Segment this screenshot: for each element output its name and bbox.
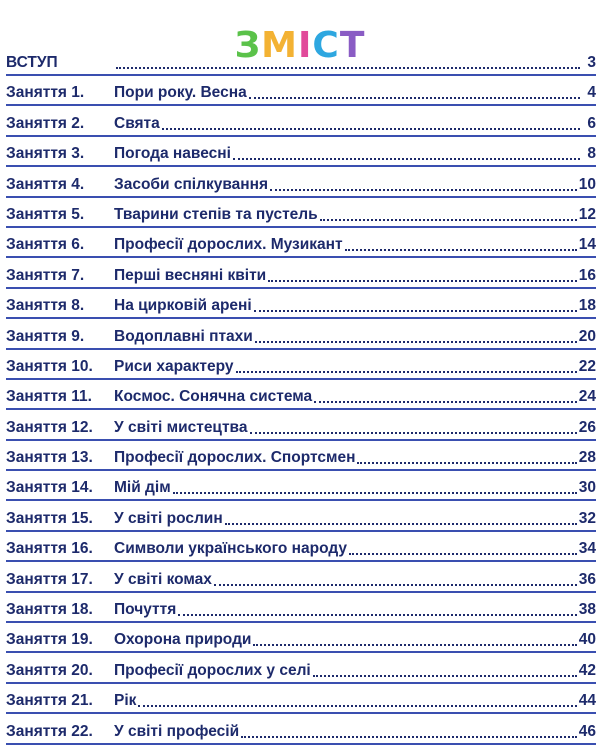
toc-topic-title: Пори року. Весна <box>114 84 247 102</box>
toc-page-number: 28 <box>578 449 596 467</box>
title-letter: Т <box>339 25 366 67</box>
toc-lesson-label: Заняття 11. <box>6 388 92 406</box>
toc-topic-title: Погода навесні <box>114 145 231 163</box>
dot-leader <box>250 432 577 434</box>
toc-topic-title: Символи українського народу <box>114 540 348 558</box>
toc-topic-title: У світі професій <box>114 722 240 740</box>
toc-entry-row[interactable] <box>6 653 596 683</box>
dot-leader <box>349 553 577 555</box>
dot-leader <box>178 614 576 616</box>
toc-entry-row[interactable] <box>6 623 596 653</box>
toc-lesson-label: Заняття 14. <box>6 479 93 497</box>
toc-entry-row[interactable] <box>6 350 596 380</box>
toc-topic-title: Свята <box>114 114 160 132</box>
toc-lesson-label: Заняття 9. <box>6 327 85 345</box>
toc-topic-title: Охорона природи <box>114 631 252 649</box>
toc-entry-row[interactable] <box>6 319 596 349</box>
toc-lesson-label: Заняття 10. <box>6 357 93 375</box>
toc-lesson-label: Заняття 3. <box>6 145 85 163</box>
toc-entry-row[interactable] <box>6 137 596 167</box>
toc-page-number: 3 <box>587 54 596 71</box>
toc-topic-title: Перші весняні квіти <box>114 266 267 284</box>
toc-topic-title: Почуття <box>114 601 177 619</box>
dot-leader <box>225 523 577 525</box>
toc-page-number: 26 <box>578 418 596 436</box>
toc-topic-title: У світі мистецтва <box>114 418 248 436</box>
dot-leader <box>313 675 577 677</box>
toc-lesson-label: Заняття 15. <box>6 509 93 527</box>
toc-lesson-label: Заняття 6. <box>6 236 85 254</box>
dot-leader <box>233 158 580 160</box>
toc-lesson-label: Заняття 5. <box>6 205 85 223</box>
toc-entry-row[interactable] <box>6 532 596 562</box>
toc-lesson-label: Заняття 7. <box>6 266 85 284</box>
toc-entry-row[interactable] <box>6 167 596 197</box>
toc-entry-row[interactable] <box>6 198 596 228</box>
toc-lesson-label: Заняття 20. <box>6 661 93 679</box>
toc-page-number: 32 <box>578 509 596 527</box>
toc-entry-row[interactable] <box>6 471 596 501</box>
toc-entry-row[interactable] <box>6 593 596 623</box>
toc-intro-row[interactable] <box>6 52 596 76</box>
toc-page-number: 4 <box>587 84 596 102</box>
toc-lesson-label: Заняття 12. <box>6 418 93 436</box>
title-letter: С <box>312 25 340 67</box>
dot-leader <box>249 97 580 99</box>
toc-topic-title: Рік <box>114 692 137 710</box>
toc-page-number: 8 <box>587 145 596 163</box>
toc-entry-row[interactable] <box>6 684 596 714</box>
toc-page-number: 16 <box>578 266 596 284</box>
toc-lesson-label: Заняття 18. <box>6 601 93 619</box>
toc-topic-title: Професії дорослих у селі <box>114 661 311 679</box>
toc-page-number: 18 <box>578 297 596 315</box>
toc-entry-row[interactable] <box>6 76 596 106</box>
toc-topic-title: Мій дім <box>114 479 171 497</box>
toc-entry-row[interactable] <box>6 258 596 288</box>
toc-page-number: 34 <box>578 540 596 558</box>
toc-page-number: 14 <box>578 236 596 254</box>
dot-leader <box>254 310 577 312</box>
dot-leader <box>270 189 577 191</box>
toc-page-number: 46 <box>578 722 596 740</box>
toc-entry-row[interactable] <box>6 714 596 744</box>
toc-intro-label: ВСТУП <box>6 54 58 71</box>
toc-lesson-label: Заняття 1. <box>6 84 85 102</box>
toc-lesson-label: Заняття 17. <box>6 570 93 588</box>
toc-entry-row[interactable] <box>6 441 596 471</box>
table-of-contents <box>6 52 596 745</box>
toc-topic-title: Космос. Сонячна система <box>114 388 313 406</box>
title-letter: І <box>298 25 313 67</box>
dot-leader <box>241 736 577 738</box>
toc-entry-row[interactable] <box>6 501 596 531</box>
dot-leader <box>314 401 577 403</box>
toc-page-number: 10 <box>578 175 596 193</box>
dot-leader <box>236 371 577 373</box>
title-letter: З <box>234 25 262 67</box>
toc-entry-row[interactable] <box>6 562 596 592</box>
toc-entry-row[interactable] <box>6 410 596 440</box>
dot-leader <box>173 492 577 494</box>
toc-page-number: 22 <box>578 357 596 375</box>
toc-lesson-label: Заняття 2. <box>6 114 85 132</box>
toc-entry-row[interactable] <box>6 380 596 410</box>
dot-leader <box>138 705 576 707</box>
toc-entry-row[interactable] <box>6 289 596 319</box>
toc-topic-title: Риси характеру <box>114 357 234 375</box>
toc-lesson-label: Заняття 22. <box>6 722 93 740</box>
toc-page-number: 6 <box>587 114 596 132</box>
toc-lesson-label: Заняття 4. <box>6 175 85 193</box>
toc-entry-row[interactable] <box>6 228 596 258</box>
toc-page-number: 30 <box>578 479 596 497</box>
toc-entry-row[interactable] <box>6 106 596 136</box>
toc-page-number: 20 <box>578 327 596 345</box>
dot-leader <box>345 249 577 251</box>
dot-leader <box>253 644 576 646</box>
dot-leader <box>320 219 577 221</box>
toc-lesson-label: Заняття 8. <box>6 297 85 315</box>
toc-topic-title: Водоплавні птахи <box>114 327 253 345</box>
toc-page-number: 12 <box>578 205 596 223</box>
toc-topic-title: На цирковій арені <box>114 297 252 315</box>
dot-leader <box>116 67 580 69</box>
dot-leader <box>268 280 577 282</box>
dot-leader <box>162 128 580 130</box>
toc-topic-title: У світі комах <box>114 570 212 588</box>
toc-lesson-label: Заняття 13. <box>6 449 93 467</box>
toc-topic-title: Професії дорослих. Музикант <box>114 236 343 254</box>
toc-page-number: 40 <box>578 631 596 649</box>
toc-topic-title: У світі рослин <box>114 509 223 527</box>
toc-page-number: 38 <box>578 601 596 619</box>
toc-page-number: 24 <box>578 388 596 406</box>
toc-lesson-label: Заняття 16. <box>6 540 93 558</box>
toc-lesson-label: Заняття 21. <box>6 692 93 710</box>
dot-leader <box>214 584 577 586</box>
toc-page-number: 36 <box>578 570 596 588</box>
toc-page-number: 44 <box>578 692 596 710</box>
title-letter: М <box>261 25 298 67</box>
toc-topic-title: Тварини степів та пустель <box>114 205 318 223</box>
toc-lesson-label: Заняття 19. <box>6 631 93 649</box>
toc-page-number: 42 <box>578 661 596 679</box>
dot-leader <box>255 341 577 343</box>
toc-topic-title: Професії дорослих. Спортсмен <box>114 449 356 467</box>
toc-topic-title: Засоби спілкування <box>114 175 269 193</box>
dot-leader <box>357 462 576 464</box>
